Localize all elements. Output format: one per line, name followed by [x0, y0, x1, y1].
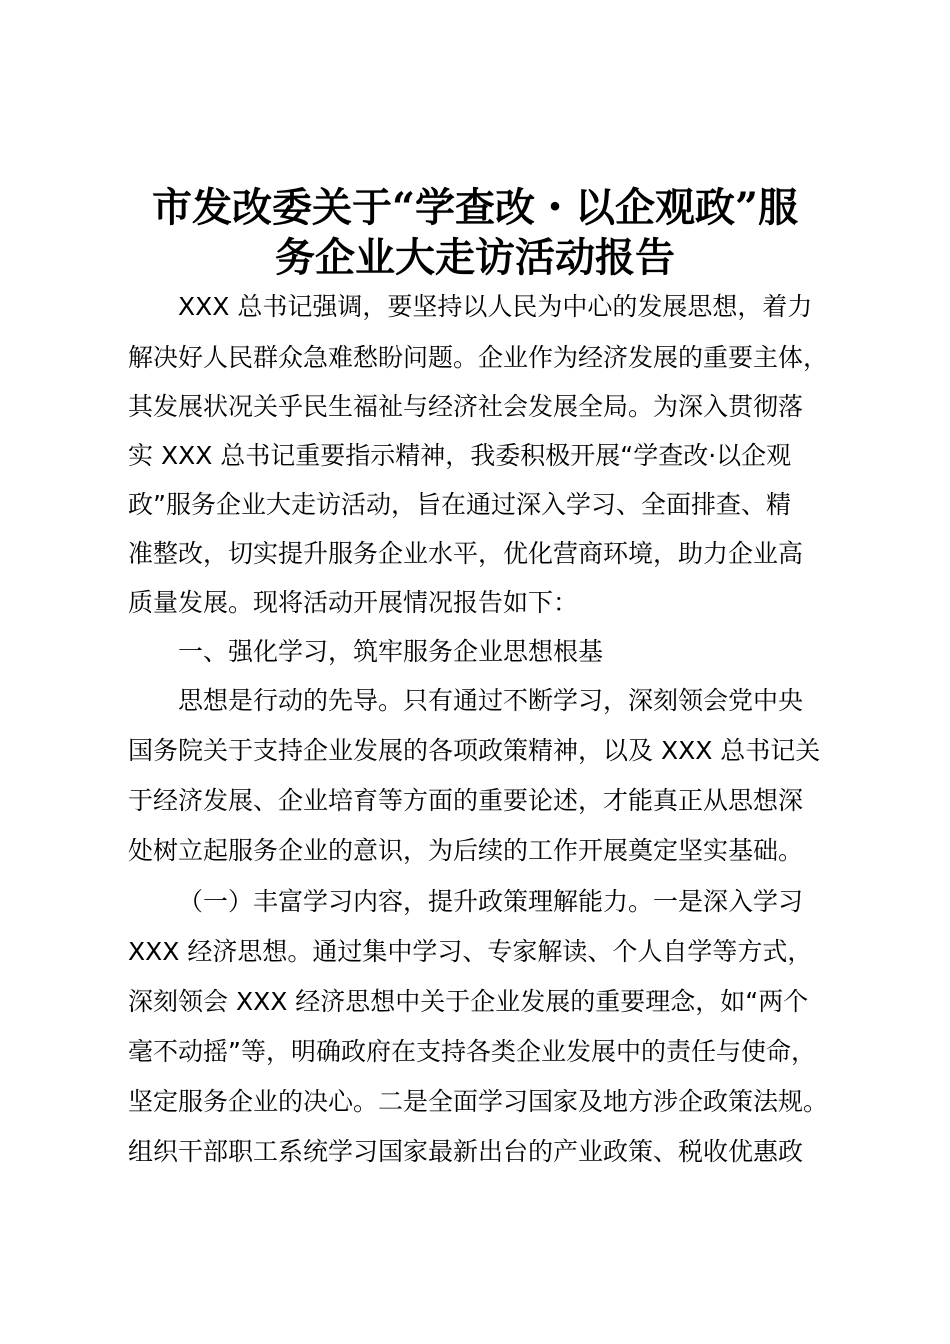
document-title-line-1: 市发改委关于“学查改・以企观政”服	[151, 184, 798, 231]
paragraph-line: 毫不动摇”等，明确政府在支持各类企业发展中的责任与使命，	[128, 1037, 816, 1066]
paragraph-line: 准整改，切实提升服务企业水平，优化营商环境，助力企业高	[128, 539, 804, 568]
paragraph-line: 质量发展。现将活动开展情况报告如下：	[128, 588, 579, 617]
paragraph-line: 思想是行动的先导。只有通过不断学习，深刻领会党中央	[178, 686, 804, 715]
paragraph-line: 其发展状况关乎民生福祉与经济社会发展全局。为深入贯彻落	[128, 392, 804, 421]
paragraph-line: 国务院关于支持企业发展的各项政策精神，以及 XXX 总书记关	[128, 736, 821, 765]
paragraph-line: XXX 总书记强调，要坚持以人民为中心的发展思想，着力	[178, 292, 813, 321]
paragraph-line: 于经济发展、企业培育等方面的重要论述，才能真正从思想深	[128, 786, 804, 815]
paragraph-line: 处树立起服务企业的意识，为后续的工作开展奠定坚实基础。	[128, 836, 804, 865]
paragraph-line: 深刻领会 XXX 经济思想中关于企业发展的重要理念，如“两个	[128, 987, 809, 1016]
paragraph-line: 解决好人民群众急难愁盼问题。企业作为经济发展的重要主体，	[128, 343, 829, 372]
paragraph-line: 实 XXX 总书记重要指示精神，我委积极开展“学查改·以企观	[128, 441, 792, 470]
paragraph-line: XXX 经济思想。通过集中学习、专家解读、个人自学等方式，	[128, 937, 813, 966]
document-title-line-2: 务企业大走访活动报告	[275, 234, 675, 281]
paragraph-line: 坚定服务企业的决心。二是全面学习国家及地方涉企政策法规。	[128, 1087, 829, 1116]
section-heading: 一、强化学习，筑牢服务企业思想根基	[178, 637, 604, 666]
paragraph-line: （一）丰富学习内容，提升政策理解能力。一是深入学习	[178, 887, 804, 916]
paragraph-line: 组织干部职工系统学习国家最新出台的产业政策、税收优惠政	[128, 1137, 804, 1166]
paragraph-line: 政”服务企业大走访活动，旨在通过深入学习、全面排查、精	[128, 490, 791, 519]
